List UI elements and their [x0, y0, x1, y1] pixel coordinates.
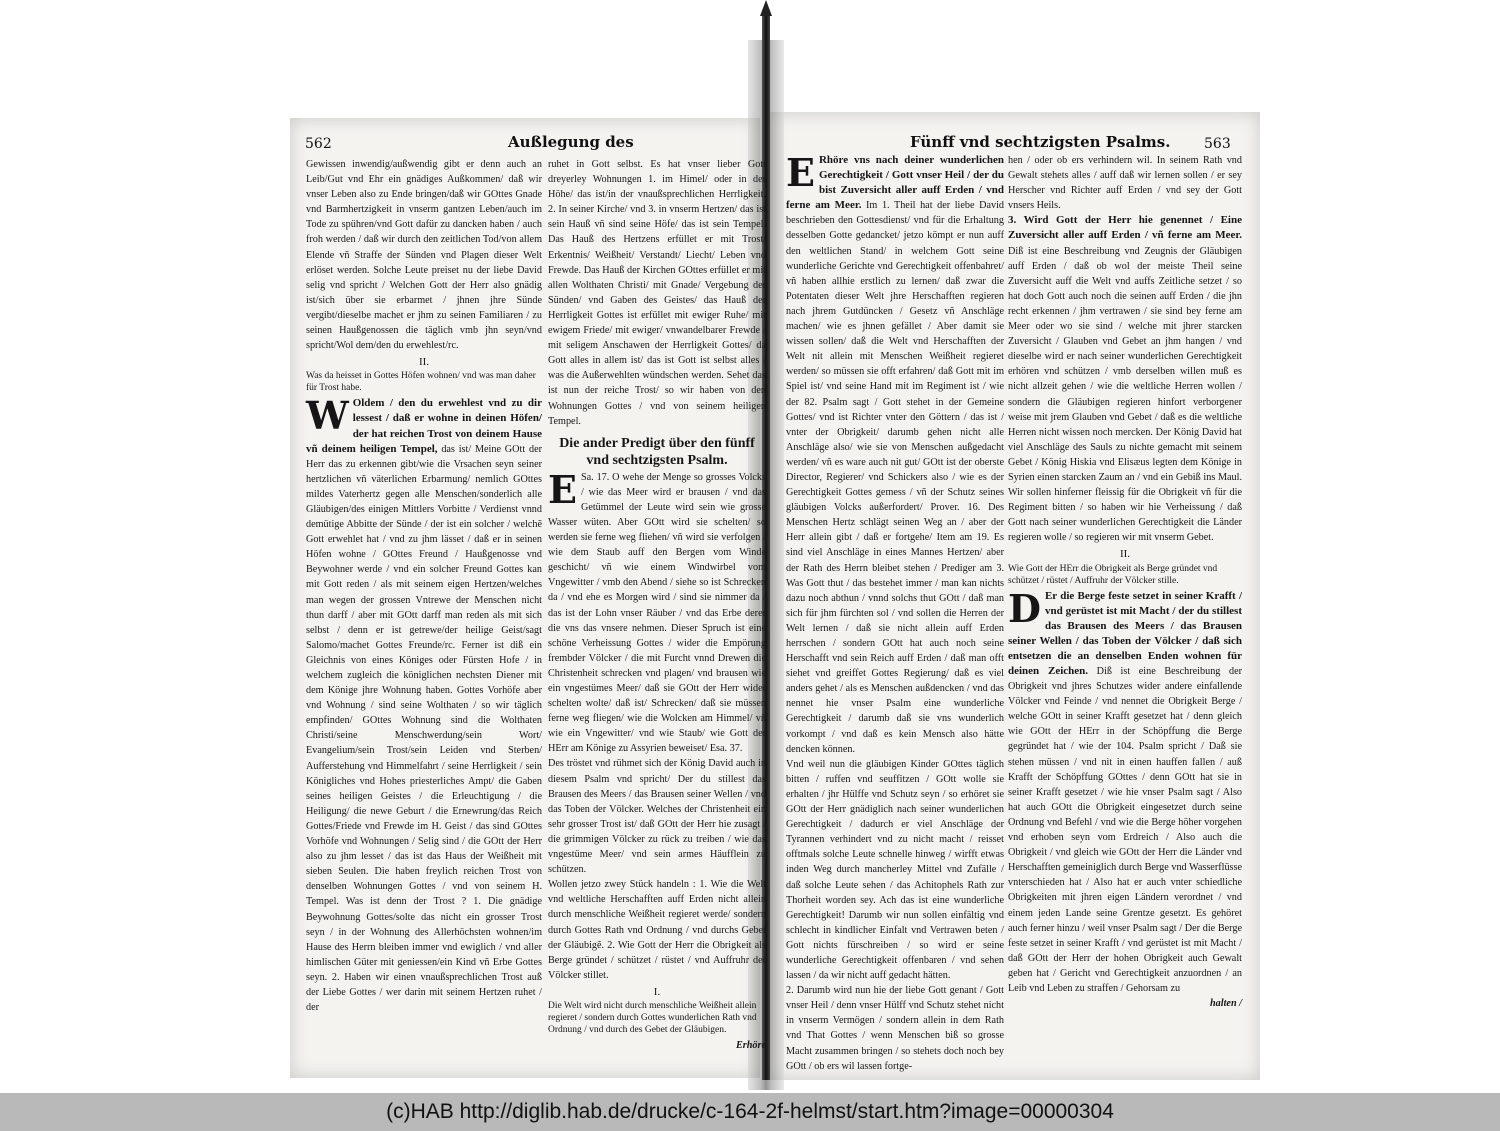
- paragraph: Wollen jetzo zwey Stück handeln : 1. Wie die Welt vnd weltliche Herschafften auff Erden nicht allein durch menschliche Weißheit regieret werde/ sondern durch Gottes Rath vnd Ordnung / vnd durchs Gebet der Gläubigẽ. 2. Wie Gott der Herr die Obrigkeit als Berge gründet / schützet / rüstet / vnd Auffruhr der Völcker stillet.: [548, 879, 766, 981]
- lead-text: Oldem / den du erwehlest vnd zu dir lessest / daß er wohne in deinen Höfen/ der hat reichen Trost von deinem Hause vñ deinem heiligen Tempel,: [306, 397, 542, 455]
- paragraph: Des tröstet vnd rühmet sich der König David auch in diesem Psalm vnd spricht/ Der du stillest das Brausen des Meers / das Brausen seiner Wellen / vnd das Toben der Völcker. Welches der Christenheit ein sehr grosser Trost ist/ daß GOtt der Herr hie zusagt / die grimmigen Völcker zu rück zu treiben / wie das vngestüme Meer/ vnd sein armes Häufflein zu schützen.: [548, 758, 766, 876]
- left-column-2: [548, 157, 766, 1051]
- paragraph: 2. Darumb wird nun hie der liebe Gott genant / Gott vnser Heil / denn vnser Hülff vnd Schutz stehet nicht in vnserm Vermögen / sondern allein in dem Rath vnd That Gottes / wenn Menschen biß so grosse Macht zusammen bringen / so stehets doch noch bey GOtt / ob ers wil lassen fortge-: [786, 985, 1004, 1072]
- lead-text: 3. Wird Gott der Herr hie genennet / Eine Zuversicht aller auff Erden / vñ ferne am Meer.: [1008, 214, 1242, 242]
- left-running-head: Außlegung des: [508, 133, 634, 151]
- catchword: Erhöre: [735, 1039, 766, 1051]
- lead-text: Er die Berge feste setzet in seiner Krafft / vnd gerüstet ist mit Macht / der du stillest das Brausen des Meers / das Brausen seiner Wellen / das Toben der Völcker / daß sich entsetzen die an denselben Enden wohnen für deinen Zeichen.: [1008, 589, 1242, 677]
- left-page-number: 562: [305, 136, 332, 152]
- dropcap: E: [548, 466, 577, 512]
- paragraph: Im 1. Theil hat der liebe David beschrieben den Gottesdienst/ vnd für die Erhaltung desselben Gotte gedancket/ jetzo kömpt er nun auff den weltlichen Stand/ in welchem Gott seine wunderliche Gerichte vnd Gerechtigkeit offenbahret/ vñ haben allhie erstlich zu lernen/ daß zwar die Potentaten dieser Welt jhre Herschafften regieren nach jhrem Gutdüncken / Gesetz vñ Anschläge machen/ wie es jhnen gefället / Aber damit sie wissen sollen/ daß die Welt vnd Herschafften der Welt nit allein mit Menschen Weißheit regieret werden/ so müssen sie offt erfahren/ daß Gott mit im Spiel ist/ vnd seine Hand mit im Regiment ist / wie der 82. Psalm sagt / Gott stehet in der Gemeine Gottes/ vnd ist Richter vnter den Göttern / das ist / vnter der Obrigkeit/ darumb gehen nicht alle Anschläge also/ wie sie von Menschen außgedacht werden/ vñ es ware auch nit gut/ GOtt ist der oberste Director, Regierer/ vnd Schickers also / wie es der Gerechtigkeit Gottes gemess / vñ der Schutz seines gläubigen Volcks außerfordert/ Prover. 16. Des Menschen Hertz schlägt seinen Weg an / aber der Herr allein gibt / daß er fortgehe/ Item am 19. Es sind viel Anschläge in eines Mannes Hertzen/ aber der Rath des Herrn bleibet stehen / Prediger am 3. Was Gott thut / das bestehet immer / man kan nichts dazu noch abthun / vnnd solchs thut GOtt / daß man sich für jhm fürchten sol / vnd sollen die Herren der Welt lernen / daß sie nicht allein auff Erden herrschen / sondern GOtt hat auch noch seine Herschafft vnd sein Reich auff Erden / daß man offt siehet vnd greiffet Gottes Regierung/ daß es viel anders gehet / als es Menschen außdencken / vnd das nennet hie vnser Psalm eine wunderliche Gerechtigkeit / darumb daß sie vns wunderlich vorkompt / vnd daß es kein Mensch also hätte dencken können.: [786, 200, 1004, 755]
- dropcap: W: [306, 393, 349, 439]
- section-title: Wie Gott der HErr die Obrigkeit als Berge gründet vnd schützet / rüstet / Auffruhr der Völcker stille.: [1008, 563, 1218, 586]
- right-running-head: Fünff vnd sechtzigsten Psalms.: [910, 133, 1171, 151]
- catchword: halten /: [1210, 998, 1242, 1010]
- right-column-1: [786, 150, 1004, 1072]
- paragraph: hen / oder ob ers verhindern wil. In seinem Rath vnd Gewalt stehets alles / auff daß wir lernen sollen / er sey Herscher vnd Richter auff Erden / vnd sey der Gott vnsers Heils.: [1008, 155, 1242, 212]
- paragraph: Diß ist eine Beschreibung der Obrigkeit vnd jhres Schutzes wider andere einfallende Völcker vnd Feinde / vnd nennet die Obrigkeit Berge / welche GOtt in seiner Krafft gesetzet hat / denn gleich wie GOtt der HErr in der Schöpffung die Berge gegründet hat / wie der 104. Psalm spricht / Daß sie stehen müssen / vnd nit in einen hauffen fallen / auß Krafft der Schöpffung GOttes / denn GOtt hat sie in seiner Krafft gesetzet / wie hie vnser Psalm sagt / Also hat auch GOtt die Obrigkeit eingesetzet durch seine Ordnung vnd Befehl / vnd wie die Berge höher vorgehen vnd erhoben seyn vom Erdreich / Also auch die Obrigkeit / vnd gleich wie GOtt der Herr die Länder vnd Herschafften gemeiniglich durch Berge vnd Wasserflüsse vnterschieden hat / Also hat er auch vnter schiedliche Obrigkeiten mit jhren eigen Ländern verordnet / vnd einem jeden Lande seine Grentze gesetzt. Es gehöret auch ferner hinzu / weil vnser Psalm sagt / Der die Berge feste setzet in seiner Krafft / vnd gerüstet ist mit Macht / daß GOtt der Herr der hohen Obrigkeit auch Gewalt geben hat / Gericht vnd Gerechtigkeit anzuordnen / an Leib vnd Leben zu straffen / Gehorsam zu: [1008, 666, 1243, 994]
- section-number: II.: [1119, 548, 1131, 561]
- paragraph: Sa. 17. O wehe der Menge so grosses Volcks / wie das Meer wird er brausen / vnd das Getümmel der Leute wird sein wie grosse Wasser wüten. Aber GOtt wird sie schelten/ so werden sie ferne weg fliehen/ vñ wird sie verfolgen / wie dem Staub auff den Bergen vom Winde geschicht/ vñ wie einem Windwirbel vom Vngewitter / vmb den Abend / siehe so ist Schrecken da / vnd ehe es Morgen wird / sind sie nimmer da / das ist der Lohn vnser Räuber / vnd das Erbe derer die vns das vnsere nehmen. Dieser Spruch ist eine schöne Verheissung Gottes / wider die Empörung frembder Völcker / die mit Furcht vnnd Drewen die Christenheit schrecken vnd plagen/ vnd brausen wie ein vngestümes Meer/ daß sie GOtt der Herr wider schelten wolte/ daß ist/ Schrecken/ daß sie müssen ferne weg fliegen/ wie die Wolcken am Himmel/ vñ wie ein Vngewitter/ vnd wie Staub/ wie Gott der HErr am Könige zu Assyrien beweiset/ Esa. 37.: [548, 471, 766, 755]
- sermon-title: Die ander Predigt über den fünff vnd sechtzigsten Psalm.: [559, 435, 755, 468]
- paragraph: das ist/ Meine GOtt der Herr das zu erkennen gibt/wie die Vrsachen seyn seiner hertzlichen vñ väterlichen Erbarmung/ nemlich GOttes mildes Vaterhertz gegen alle Menschen/sonderlich alle Gläubigen/des einigen Mittlers Vorbitte / Verdienst vnnd demütige Abbitte der Sünde / der ist ein solcher / welchẽ Gott erwehlet hat / vnd zu jhm lässet / daß er in seinen Höfen wohne / GOttes Freund / Haußgenosse vnd Beywohner werde / vnd ein solcher Freund Gottes kan mit Gott reden / als mit seinem eigen Hertzen/welches man wegen der grossen Vntrewe der Menschen nicht thun darff / aber mit GOtt darff man reden als mit sich selbst / denn er ist getrewe/der heilige Geist/sagt Salomo/machet Gottes Freunde/rc. Ferner ist diß ein Gleichnis von eines Königes oder Fürsten Hofe / in welchem zugleich die königlichen nechsten Diener mit dem Könige jhre Wohnung haben. Gottes Vorhöfe aber vnd Wohnung / sind seine Wolthaten / so wir täglich empfinden/ GOttes Wohnung sind die Wolthaten Christi/seine Menschwerdung/sein Wort/ Evangelium/sein Trost/sein Leiden vnd Sterben/ Aufferstehung vnd Himmelfahrt / seine Herrligkeit / sein Königliches vnd Hohes priesterliches Ampt/ die Gaben seines heiligen Geistes / die Erleuchtigung / die Heiligung/ die newe Geburt / die Ernewrung/das Reich Gottes/Friede vnd Frewde im H. Geist / das sind GOttes Vorhöfe vnd Wohnungen / Selig sind / die GOtt der Herr also zu jhm lesset / das ist das Haus der Weißheit mit sieben Seulen. Die haben freylich reichen Trost von denselben Wohnungen Gottes / vnd von seinem H. Tempel. Was ist denn der Trost ? 1. Die gnädige Beywohnung Gottes/solte das nicht ein grosser Trost seyn / in der Wohnung des Allerhöchsten wohnen/im Hause des Herrn bleiben immer vnd ewiglich / vnd aller himlischen Güter mit geniessen/ein Kind vñ Erbe Gottes seyn. 2. Haben wir einen vnaußsprechlichen Trost auß der Liebe Gottes / wer darin mit seinem Hertzen ruhet / der: [306, 443, 542, 1014]
- divider-arrow-icon: [760, 0, 772, 16]
- section-title: Was da heisset in Gottes Höfen wohnen/ vnd was man daher für Trost habe.: [306, 371, 536, 394]
- section-title: Die Welt wird nicht durch menschliche Weißheit allein regieret / sondern durch Gottes wunderlichen Rath vnd Ordnung / vnd durch des Gebet der Gläubigen.: [548, 1000, 757, 1035]
- dropcap: D: [1008, 585, 1041, 631]
- lead-text: Rhöre vns nach deiner wunderlichen Gerechtigkeit / Gott vnser Heil / der du bist Zuversicht aller auff Erden / vnd ferne am Meer.: [786, 154, 1004, 212]
- paragraph: Vnd weil nun die gläubigen Kinder GOttes täglich bitten / ruffen vnd seuffitzen / GOtt wolle sie erhalten / jhr Hülffe vnd Schutz seyn / so erhöret sie GOtt der Herr gnädiglich nach seiner wunderlichen Gerechtigkeit / dadurch er viel Anschläge der Tyrannen verhindert vnd zu nicht macht / reisset offtmals solche Leute schnelle hinweg / wirfft etwas inden Weg durch mancherley Mittel vnd Zufälle / daß solche Leute sehen / das Achitophels Rath zur Thorheit worden sey. Ach das ist eine wunderliche Gerechtigkeit! Darumb wir nun sollen einfältig vnd schlecht in kindlicher Einfalt vnd Vertrawen beten / Gott nichts fürschreiben / so wird er seine wunderliche Gerechtigkeit offenbaren / vnd sehen lassen / da wir nicht auff gedacht hätten.: [786, 758, 1004, 982]
- paragraph: ruhet in Gott selbst. Es hat vnser lieber Gott dreyerley Wohnungen 1. im Himel/ oder in der Höhe/ das ist/in der vnaußsprechlichen Herrligkeit. 2. In seiner Kirche/ vnd 3. in vnserm Hertzen/ das ist sein Hauß vñ sind seine Höfe/ das ist sein Tempel. Das Hauß des Hertzens erfüllet er mit Trost/ Erkentnis/ Weißheit/ Verstandt/ Liecht/ Leben vnd Frewde. Das Hauß der Kirchen GOttes erfüllet er mit allen Wolthaten Christi/ mit Gnade/ Vergebung der Sünden/ vnd Gaben des Geistes/ das Hauß der Herrligkeit Gottes ist erfüllet mit ewiger Ruhe/ mit ewigem Friede/ mit ewiger/ vnwandelbarer Frewde / mit seligem Anschawen der Herrligkeit Gottes/ da Gott alles in allem ist/ das ist Gott ist selbst alles / was die Außerwehlten wündschen werden. Sehet das ist nun der reiche Trost/ so wir haben von den Wohnungen Gottes / vnd von seinem heiligen Tempel.: [548, 159, 766, 427]
- right-page-number: 563: [1204, 136, 1231, 152]
- paragraph: Gewissen inwendig/außwendig gibt er denn auch an Leib/Gut vnd Ehr ein gnädiges Außkommen/ daß wir vnser Leben also zu Ende bringen/daß wir GOttes Gnade vnd Barmhertzigkeit in vnserm gantzen Leben/auch im Tode zu spühren/vnd Gott dafür zu dancken haben / auch froh werden / daß wir durch den zeitlichen Tod/von allem Elende vñ Straffe der Sünden vnd Plagen dieser Welt erlöset werden. Solche Leute preiset nu der liebe David selig vnd spricht / Welchen Gott der Herr also gnädig ist/sich über sie erbarmet / jhnen jhre Sünde vergibt/dieselbe machet er jhm zu seinen Familiaren / zu seinen Haußgenossen die täglich vmb jhn seyn/vnd spricht/Wol dem/den du erwehlest/rc.: [306, 159, 542, 352]
- right-column-2: [1008, 153, 1243, 1010]
- section-number: II.: [418, 356, 430, 369]
- left-column-1: [306, 157, 542, 1014]
- paragraph: Diß ist eine Beschreibung vnd Zeugnis der Gläubigen auff Erden / daß ob wol der meiste Theil seine Zuversicht auff die Welt vnd auffs Zeitliche setzet / so hat doch Gott auch noch die seinen auff Erden / die jhn recht erkennen / jhm vertrawen / sie sind bey ferne am Meer oder wo sie sind / welche mit jhrer starcken Zuversicht / Glauben vnd Gebet an jhm hangen / vnd dieselbe wird er nach seiner wunderlichen Gerechtigkeit erhören vnd schützen / vmb derselben willen muß es nicht allzeit gehen / wie die weltliche Herren wollen / sondern die Gläubigen regieren hinfort verborgener weise mit jrem Glauben vnd Gebet / daß es die weltliche Herren nicht wissen noch mercken. Der König David hat viel Anschläge des Sauls zu nichte gemacht mit seinem Gebet / König Hiskia vnd Elisæus legten dem Könige in Syrien einen starcken Zaum an / vnd ein Gebiß ins Maul. Wir sollen hinferner fleissig für die Obrigkeit vñ für die Regiment bitten / so haben wir hie Verheissung / daß Gott nach seiner wunderlichen Gerechtigkeit die Länder regieren wolle / so regieren wir mit vnserm Gebet.: [1008, 245, 1242, 544]
- dropcap: E: [786, 150, 815, 195]
- section-number: I.: [653, 985, 661, 998]
- copyright-footer: (c)HAB http://diglib.hab.de/drucke/c-164-2f-helmst/start.htm?image=00000304: [0, 1093, 1500, 1131]
